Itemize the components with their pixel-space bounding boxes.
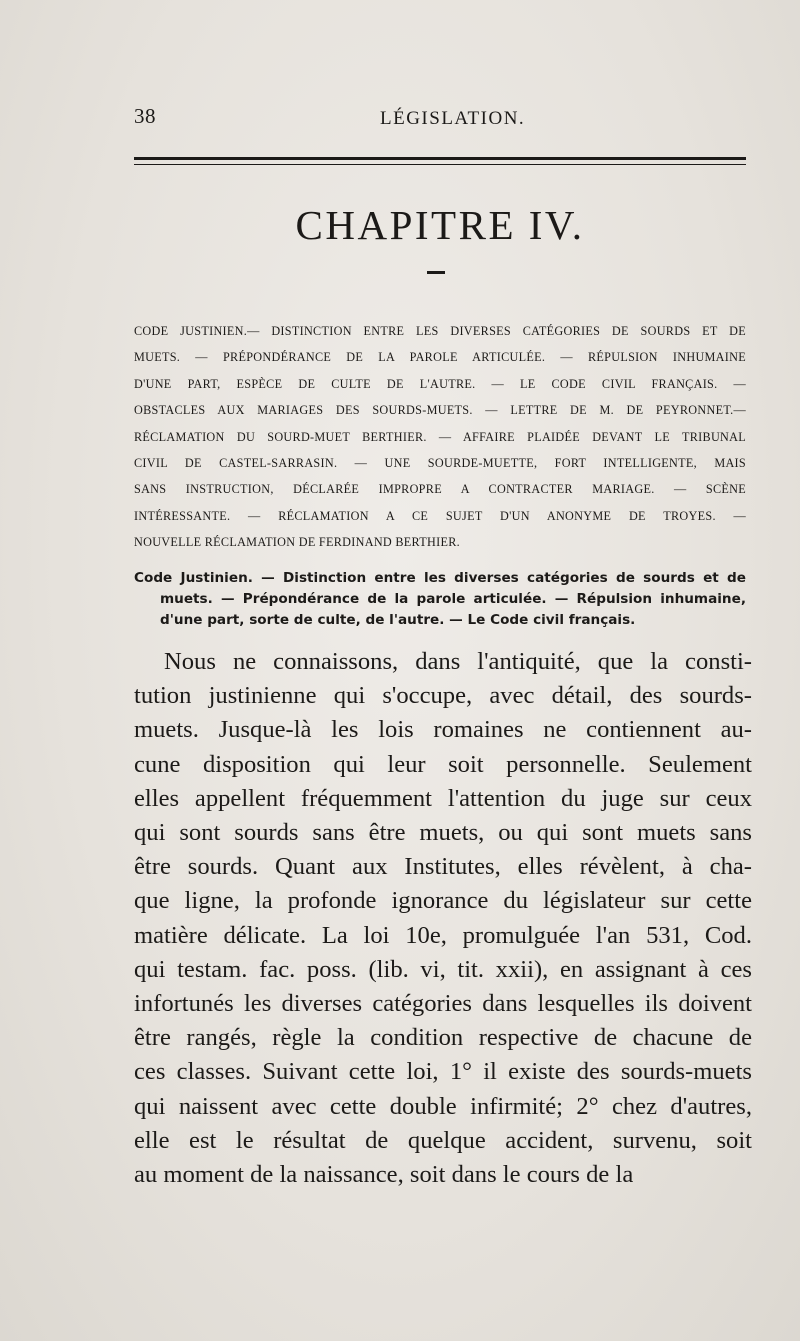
body-line: elle est le résultat de quelque accident, survenu, soit xyxy=(134,1126,752,1154)
body-line: que ligne, la profonde ignorance du législateur sur cette xyxy=(134,887,752,915)
summary-line: NOUVELLE RÉCLAMATION DE FERDINAND BERTHIER. xyxy=(134,535,460,550)
chapter-title: CHAPITRE IV. xyxy=(295,202,585,248)
page-header xyxy=(134,104,746,134)
body-line: matière délicate. La loi 10e, promulguée l'an 531, Cod. xyxy=(134,921,752,949)
running-head: LÉGISLATION. xyxy=(380,108,526,129)
summary-line: INTÉRESSANTE. — RÉCLAMATION A CE SUJET D'UN ANONYME DE TROYES. — xyxy=(134,508,746,523)
body-line: qui naissent avec cette double infirmité; 2° chez d'autres, xyxy=(134,1092,752,1120)
summary-line: RÉCLAMATION DU SOURD-MUET BERTHIER. — AFFAIRE PLAIDÉE DEVANT LE TRIBUNAL xyxy=(134,429,746,444)
summary-line: MUETS. — PRÉPONDÉRANCE DE LA PAROLE ARTICULÉE. — RÉPULSION INHUMAINE xyxy=(134,350,746,365)
body-line: elles appellent fréquemment l'attention du juge sur ceux xyxy=(134,784,752,812)
body-line: qui sont sourds sans être muets, ou qui sont muets sans xyxy=(134,819,752,847)
body-line: qui testam. fac. poss. (lib. vi, tit. xxii), en assignant à ces xyxy=(134,955,752,983)
body-line: être rangés, règle la condition respective de chacune de xyxy=(134,1024,752,1052)
page-number: 38 xyxy=(134,104,156,128)
body-line: muets. Jusque-là les lois romaines ne contiennent au- xyxy=(134,716,752,744)
body-line: ces classes. Suivant cette loi, 1° il existe des sourds-muets xyxy=(134,1058,752,1086)
body-line: au moment de la naissance, soit dans le cours de la xyxy=(134,1161,634,1189)
section-summary xyxy=(134,568,746,631)
body-line: cune disposition qui leur soit personnelle. Seulement xyxy=(134,750,752,778)
header-rule-thin xyxy=(134,164,746,165)
summary-line: CIVIL DE CASTEL-SARRASIN. — UNE SOURDE-MUETTE, FORT INTELLIGENTE, MAIS xyxy=(134,456,746,471)
header-rule-thick xyxy=(134,157,746,160)
section-summary-line: d'une part, sorte de culte, de l'autre. — Le Code civil français. xyxy=(160,612,636,628)
chapter-summary xyxy=(134,318,746,556)
summary-line: CODE JUSTINIEN.— DISTINCTION ENTRE LES DIVERSES CATÉGORIES DE SOURDS ET DE xyxy=(134,324,746,338)
body-line: Nous ne connaissons, dans l'antiquité, que la consti- xyxy=(164,648,752,675)
body-line: infortunés les diverses catégories dans lesquelles ils doivent xyxy=(134,990,752,1018)
summary-line: OBSTACLES AUX MARIAGES DES SOURDS-MUETS. — LETTRE DE M. DE PEYRONNET.— xyxy=(134,403,746,418)
body-line: tution justinienne qui s'occupe, avec détail, des sourds- xyxy=(134,682,752,710)
section-summary-line: Code Justinien. — Distinction entre les diverses catégories de sourds et de xyxy=(134,570,746,586)
summary-line: SANS INSTRUCTION, DÉCLARÉE IMPROPRE A CONTRACTER MARIAGE. — SCÈNE xyxy=(134,482,746,497)
title-ornament-dash xyxy=(427,271,445,274)
body-line: être sourds. Quant aux Institutes, elles révèlent, à cha- xyxy=(134,853,752,881)
body-paragraph xyxy=(134,645,752,1192)
summary-line: D'UNE PART, ESPÈCE DE CULTE DE L'AUTRE. — LE CODE CIVIL FRANÇAIS. — xyxy=(134,376,746,391)
section-summary-line: muets. — Prépondérance de la parole articulée. — Répulsion inhumaine, xyxy=(160,591,746,607)
